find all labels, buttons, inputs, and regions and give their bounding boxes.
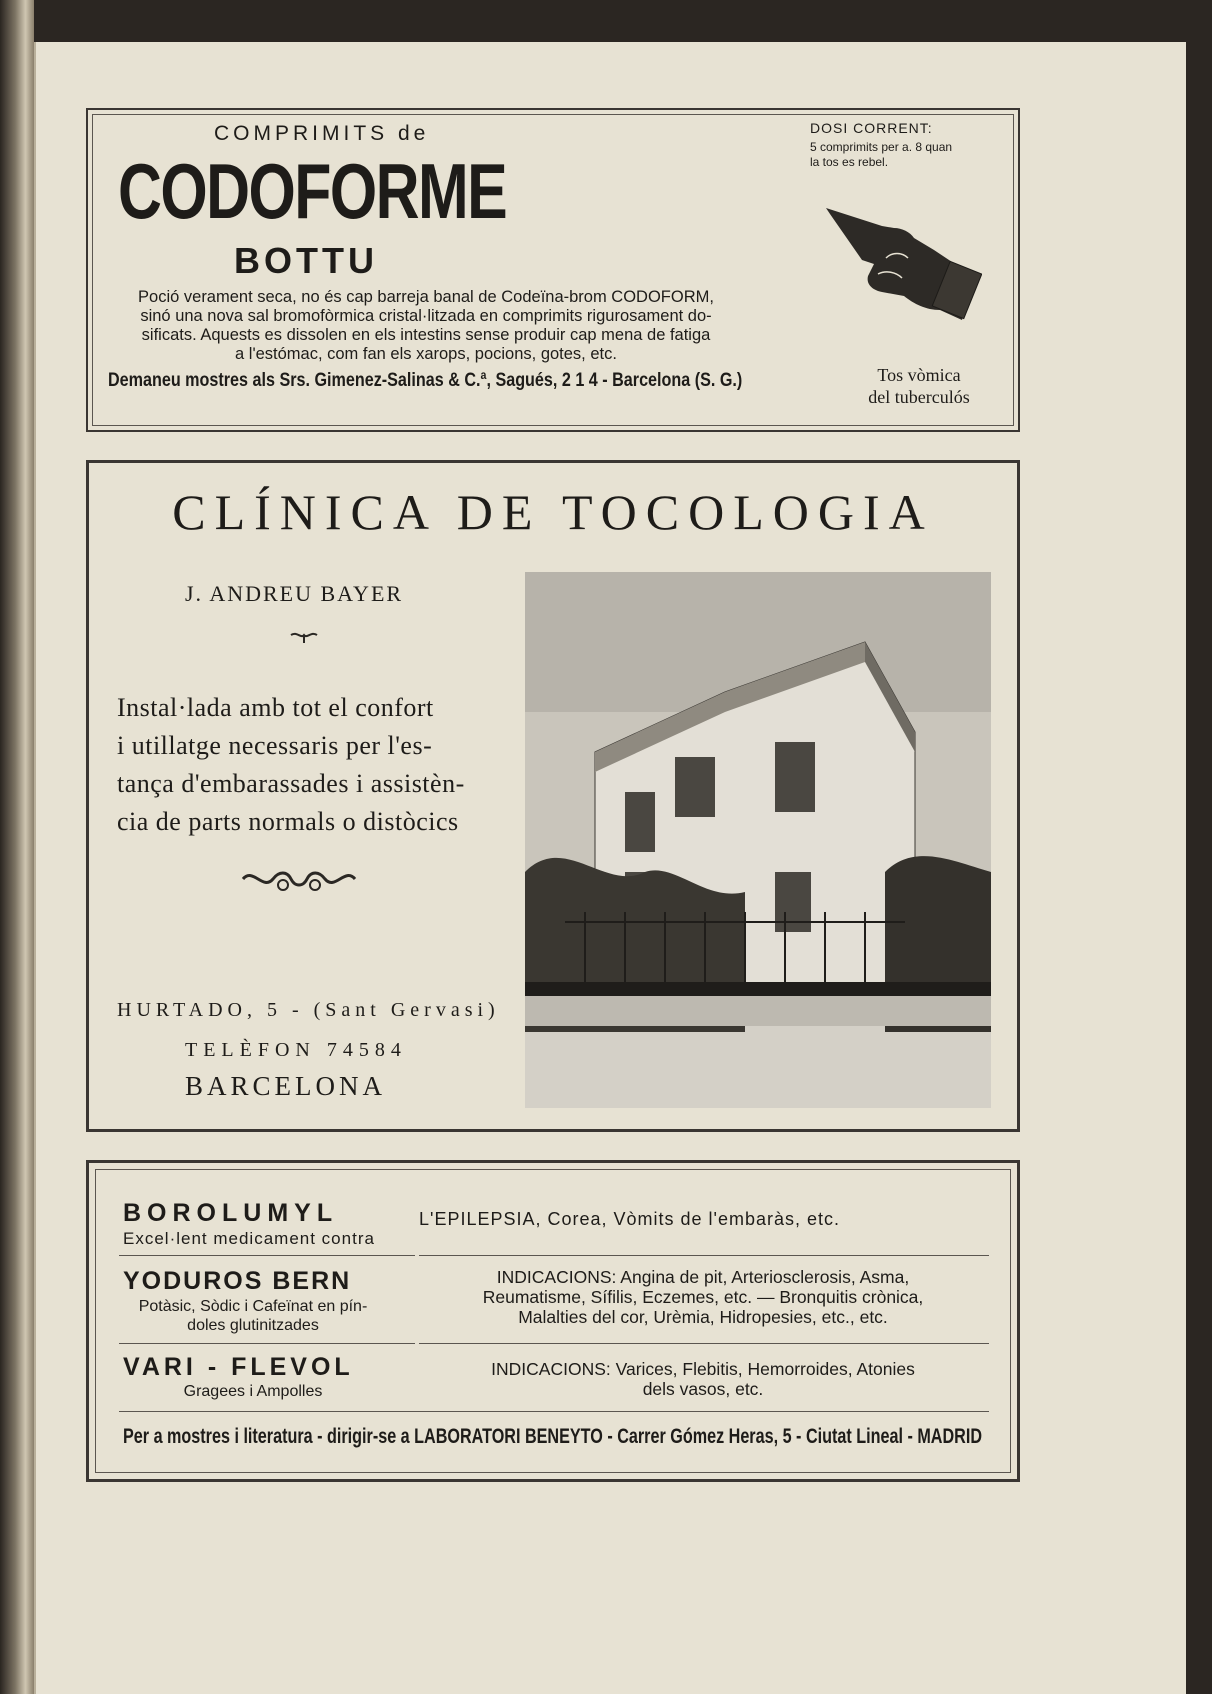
product-subtitle: Gragees i Ampolles [183,1383,323,1400]
product-subtitle [123,1297,383,1335]
subtitle-line: Potàsic, Sòdic i Cafeïnat en pín- [138,1298,368,1315]
pharma-advertisement [86,1160,1020,1482]
indication-line: Tos vòmica [877,365,961,385]
codoforme-advertisement [86,108,1020,432]
description-line: i utillatge necessaris per l'es- [117,731,433,760]
description-line: sificats. Aquests es dissolen en els intestins sense produir cap mena de fatiga [141,326,711,344]
pointing-hand-icon [822,192,982,332]
clinic-description [117,689,465,841]
divider [119,1411,989,1412]
description-line: Instal·lada amb tot el confort [117,693,434,722]
description [106,288,746,364]
indication-line: Reumatisme, Sífilis, Eczemes, etc. — Bronquitis crònica, [482,1287,924,1307]
product-name-yoduros-bern: YODUROS BERN [123,1267,352,1295]
indication [854,364,984,408]
clinic-city: BARCELONA [185,1071,387,1101]
clinic-address: HURTADO, 5 - (Sant Gervasi) [117,999,500,1021]
product-subtitle: Excel·lent medicament contra [123,1229,375,1248]
comprimits-label: COMPRIMITS de [214,122,430,145]
brand-title: CODOFORME [118,147,507,235]
scroll-ornament-icon [239,863,359,895]
description-line: Poció verament seca, no és cap barreja banal de Codeïna-brom CODOFORM, [138,288,714,306]
divider [119,1255,415,1256]
product-name-borolumyl: BOROLUMYL [123,1199,339,1227]
dose-line: 5 comprimits per a. 8 quan [810,140,953,154]
description-line: sinó una nova sal bromofòrmica cristal·litzada en comprimits rigurosament do- [140,307,712,325]
maker-name: BOTTU [234,240,378,281]
ornament-icon [289,631,319,645]
laboratory-contact: Per a mostres i literatura - dirigir-se a LABORATORI BENEYTO - Carrer Gómez Heras, 5 - Ciutat Lineal - MADRID [123,1425,983,1448]
book-spine [0,0,34,1694]
product-indication: L'EPILEPSIA, Corea, Vòmits de l'embaràs, etc. [419,1209,841,1229]
divider [119,1343,415,1344]
product-indication [419,1359,987,1399]
samples-contact: Demaneu mostres als Srs. Gimenez-Salinas & C.ª, Sagués, 2 1 4 - Barcelona (S. G.) [108,370,743,391]
dose-text [810,140,952,170]
clinic-title: CLÍNICA DE TOCOLOGIA [172,484,934,540]
indication-line: INDICACIONS: Varices, Flebitis, Hemorroides, Atonies [491,1359,915,1379]
dose-title: DOSI CORRENT: [810,120,933,136]
building-photo [525,572,991,1108]
divider [419,1255,989,1256]
description-line: cia de parts normals o distòcics [117,807,459,836]
indication-line: del tuberculós [868,387,970,407]
doctor-name: J. ANDREU BAYER [185,581,404,606]
indication-line: Malalties del cor, Urèmia, Hidropesies, etc., etc. [518,1307,888,1327]
subtitle-line: doles glutinitzades [187,1317,319,1334]
product-indication [419,1267,987,1327]
product-name-vari-flevol: VARI - FLEVOL [123,1353,354,1381]
description-line: tança d'embarassades i assistèn- [117,769,465,798]
divider [419,1343,989,1344]
dose-line: la tos es rebel. [810,155,889,169]
clinic-advertisement [86,460,1020,1132]
description-line: a l'estómac, com fan els xarops, pocions, gotes, etc. [235,345,617,363]
indication-line: INDICACIONS: Angina de pit, Arteriosclerosis, Asma, [496,1267,910,1287]
clinic-phone: TELÈFON 74584 [185,1039,407,1061]
indication-line: dels vasos, etc. [642,1379,764,1399]
